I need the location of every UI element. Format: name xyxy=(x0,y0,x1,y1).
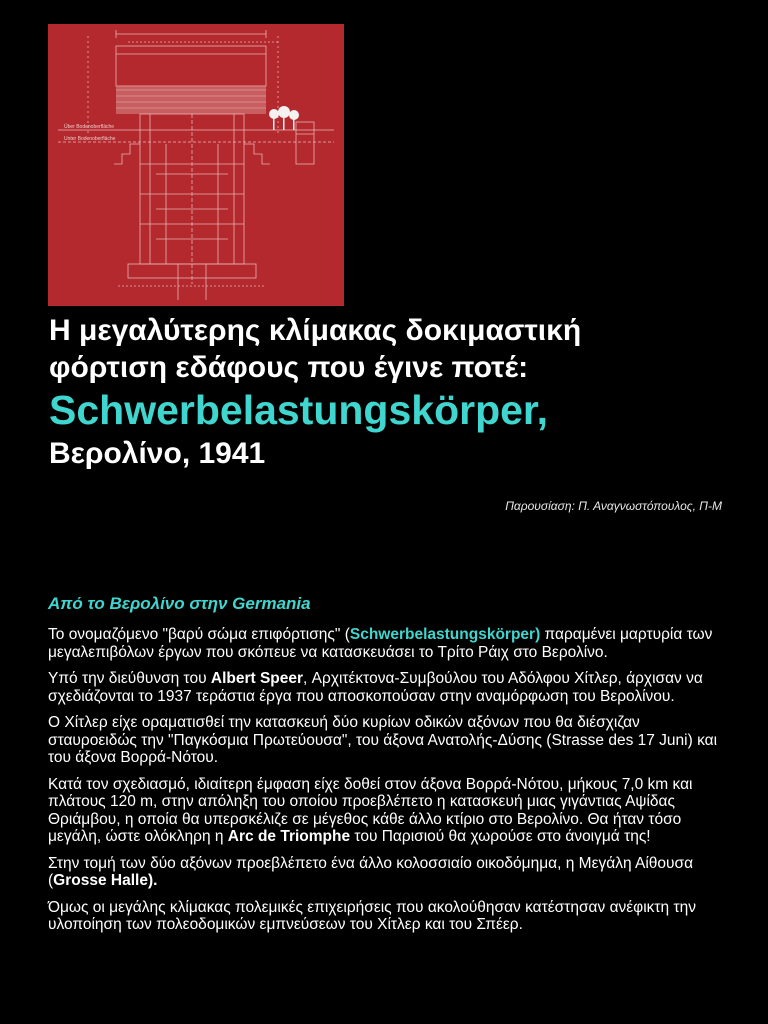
section-heading: Από το Βερολίνο στην Germania xyxy=(48,594,311,613)
presenter-credit: Παρουσίαση: Π. Αναγνωστόπουλος, Π-Μ xyxy=(505,499,722,513)
page-title xyxy=(49,312,749,473)
title-highlight: Schwerbelastungskörper, xyxy=(49,387,549,433)
body-text xyxy=(48,626,728,943)
label-lower: Unter Bodenoberfläche xyxy=(64,136,116,142)
label-upper: Über Bodenoberfläche xyxy=(64,124,115,130)
cross-section-diagram xyxy=(48,24,344,306)
paragraph-1: Το ονομαζόμενο "βαρύ σώμα επιφόρτισης" (Schwerbelastungskörper) παραμένει μαρτυρία των μεγαλεπιβόλων έργων που σκόπευε να κατασκευάσει το Τρίτο Ράιχ στο Βερολίνο. xyxy=(48,626,713,661)
title-line-2: φόρτιση εδάφους που έγινε ποτέ: xyxy=(49,351,529,384)
paragraph-5: Στην τομή των δύο αξόνων προεβλέπετο ένα άλλο κολοσσιαίο οικοδόμημα, η Μεγάλη Αίθουσα (Grosse Halle). xyxy=(48,854,694,889)
paragraph-3: Ο Χίτλερ είχε οραματισθεί την κατασκευή δύο κυρίων οδικών αξόνων που θα διέσχιζαν σταυροειδώς την "Παγκόσμια Πρωτεύουσα", του άξονα Ανατολής-Δύσης (Strasse des 17 Juni) και του άξονα Βορρά-Νότου. xyxy=(48,714,718,766)
paragraph-4: Κατά τον σχεδιασμό, ιδιαίτερη έμφαση είχε δοθεί στον άξονα Βορρά-Νότου, μήκους 7,0 km και πλάτους 120 m, στην απόληξη του οποίου προεβλέπετο η κατασκευή μιας γιγάντιας Αψίδας Θριάμβου, η οποία θα υπερσκέλιζε σε μέγεθος κάθε άλλο κτίριο στο Βερολίνο. Θα ήταν τόσο μεγάλη, ώστε ολόκληρη η Arc de Triomphe του Παρισιού θα χωρούσε στο άνοιγμά της! xyxy=(48,775,693,845)
paragraph-6: Όμως οι μεγάλης κλίμακας πολεμικές επιχειρήσεις που ακολούθησαν κατέστησαν ανέφικτη την υλοποίηση των πολεοδομικών εμπνεύσεων του Χίτλερ και του Σπέερ. xyxy=(48,898,696,933)
title-line-4: Βερολίνο, 1941 xyxy=(49,437,266,470)
tree-icons xyxy=(269,106,299,130)
title-line-1: Η μεγαλύτερης κλίμακας δοκιμαστική xyxy=(49,314,582,347)
upper-block-outline xyxy=(116,46,266,86)
paragraph-2: Υπό την διεύθυνση του Albert Speer, Αρχιτέκτονα-Συμβούλου του Αδόλφου Χίτλερ, άρχισαν να σχεδιάζονται το 1937 τεράστια έργα που αποσκοπούσαν στην αναμόρφωση του Βερολίνου. xyxy=(48,670,703,705)
structure-drawing xyxy=(48,24,344,306)
